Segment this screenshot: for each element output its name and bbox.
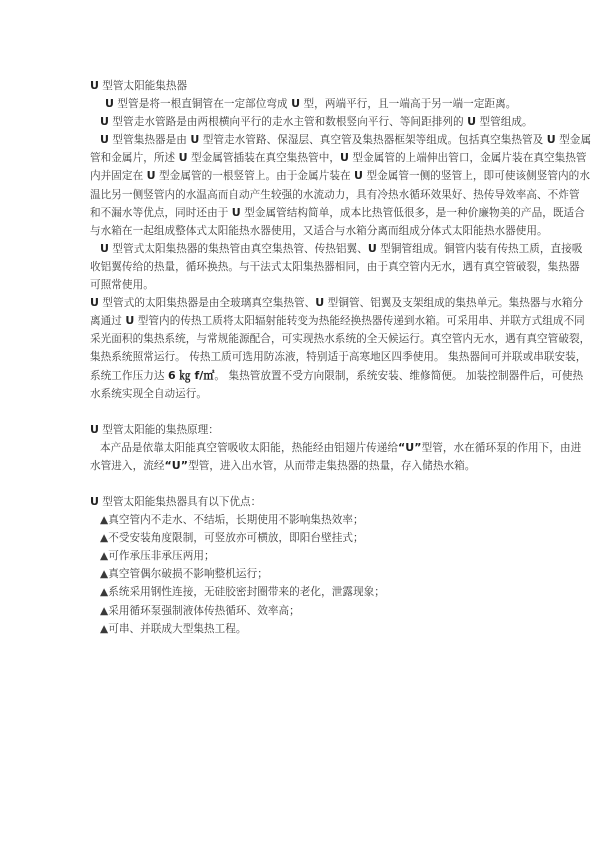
list-item: ▲系统采用钢性连接，无硅胶密封圈带来的老化，泄露现象；	[100, 586, 385, 599]
text-line: 离通过 U 型管内的传热工质将太阳辐射能转变为热能经换热器传递到水箱。可采用串、并联方式组成不同	[90, 314, 585, 328]
text-line: U 型管集热器是由 U 型管走水管路、保湿层、真空管及集热器框架等组成。包括真空集热管及 U 型金属	[100, 133, 592, 147]
paragraph-water-pipeline: U 型管走水管路是由两根横向平行的走水主管和数根竖向平行、等间距排列的 U 型管组成。	[100, 115, 533, 129]
text-line: U 型管式的太阳集热器是由全玻璃真空集热管、U 型铜管、铝翼及支架组成的集热单元。集热器与水箱分	[90, 296, 584, 310]
list-item: ▲真空管偶尔破损不影响整机运行；	[100, 568, 268, 581]
list-item: ▲可串、并联成大型集热工程。	[100, 622, 247, 635]
list-item: ▲可作承压非承压两用；	[100, 550, 215, 563]
paragraph-collector-tube	[90, 240, 583, 294]
text-line: 本产品是依靠太阳能真空管吸收太阳能，热能经由铝翅片传递给“U”型管，水在循环泵的作用下，由进	[100, 440, 582, 454]
text-line: 内并固定在 U 型金属管的一根竖管上。由于金属片装在 U 型金属管一侧的竖管上，即可使该侧竖管内的水	[90, 169, 590, 183]
text-line: U 型管式太阳集热器的集热管由真空集热管、传热铝翼、U 型铜管组成。铜管内装有传热工质，直接吸	[100, 241, 583, 255]
paragraph-collector-unit	[90, 294, 591, 403]
text-line: 与水箱在一起组成整体式太阳能热水器使用，又适合与水箱分离而组成分体式太阳能热水器使用。	[90, 224, 548, 237]
document-page	[90, 77, 592, 638]
section-spacer	[90, 475, 514, 493]
text-line: 温比另一侧竖管内的水温高而自动产生较强的水流动力，具有冷热水循环效果好、热传导效率高、不炸管	[90, 188, 580, 201]
text-line: 收铝翼传给的热量，循环换热。与干法式太阳集热器相同，由于真空管内无水，遇有真空管破裂，集热器	[90, 260, 580, 273]
paragraph-u-tube-definition: U 型管是将一根直铜管在一定部位弯成 U 型，两端平行，且一端高于另一端一定距离。	[105, 97, 517, 111]
text-line: 水管进入，流经“U”型管，进入出水管，从而带走集热器的热量，存入储热水箱。	[90, 458, 476, 472]
text-line: 管和金属片，所述 U 型金属管插装在真空集热管中，U 型金属管的上端伸出管口，金属片装在真空集热管	[90, 151, 587, 165]
section-spacer	[90, 403, 514, 421]
text-line: 集热系统照常运行。 传热工质可选用防冻液，特别适于高寒地区四季使用。 集热器间可并联或串联安装，	[90, 351, 587, 364]
list-item: ▲真空管内不走水、不结垢，长期使用不影响集热效率；	[100, 514, 364, 527]
section-title-advantages: U 型管太阳能集热器具有以下优点：	[90, 494, 262, 508]
paragraph-principle	[90, 439, 582, 475]
section-title-principle: U 型管太阳能的集热原理：	[90, 422, 219, 436]
text-line: 水系统实现全自动运行。	[90, 387, 208, 400]
text-line: 可照常使用。	[90, 279, 154, 292]
list-item: ▲不受安装角度限制，可竖放亦可横放，即阳台壁挂式；	[100, 532, 364, 545]
advantages-list	[90, 511, 514, 638]
section-title-u-tube-collector: U 型管太阳能集热器	[90, 79, 188, 92]
paragraph-collector-structure	[90, 131, 592, 240]
text-line: 和不漏水等优点，同时还由于 U 型金属管结构简单，成本比热管低很多，是一种价廉物美的产品，既适合	[90, 205, 585, 219]
text-line: 系统工作压力达 6 ㎏ f/㎡。 集热管放置不受方向限制，系统安装、维修简便。 加装控制器件后，可使热	[90, 368, 584, 382]
text-line: 采光面积的集热系统，与常规能源配合，可实现热水系统的全天候运行。真空管内无水，遇有真空管破裂，	[90, 333, 591, 346]
list-item: ▲采用循环泵强制液体传热循环、效率高；	[100, 604, 300, 617]
